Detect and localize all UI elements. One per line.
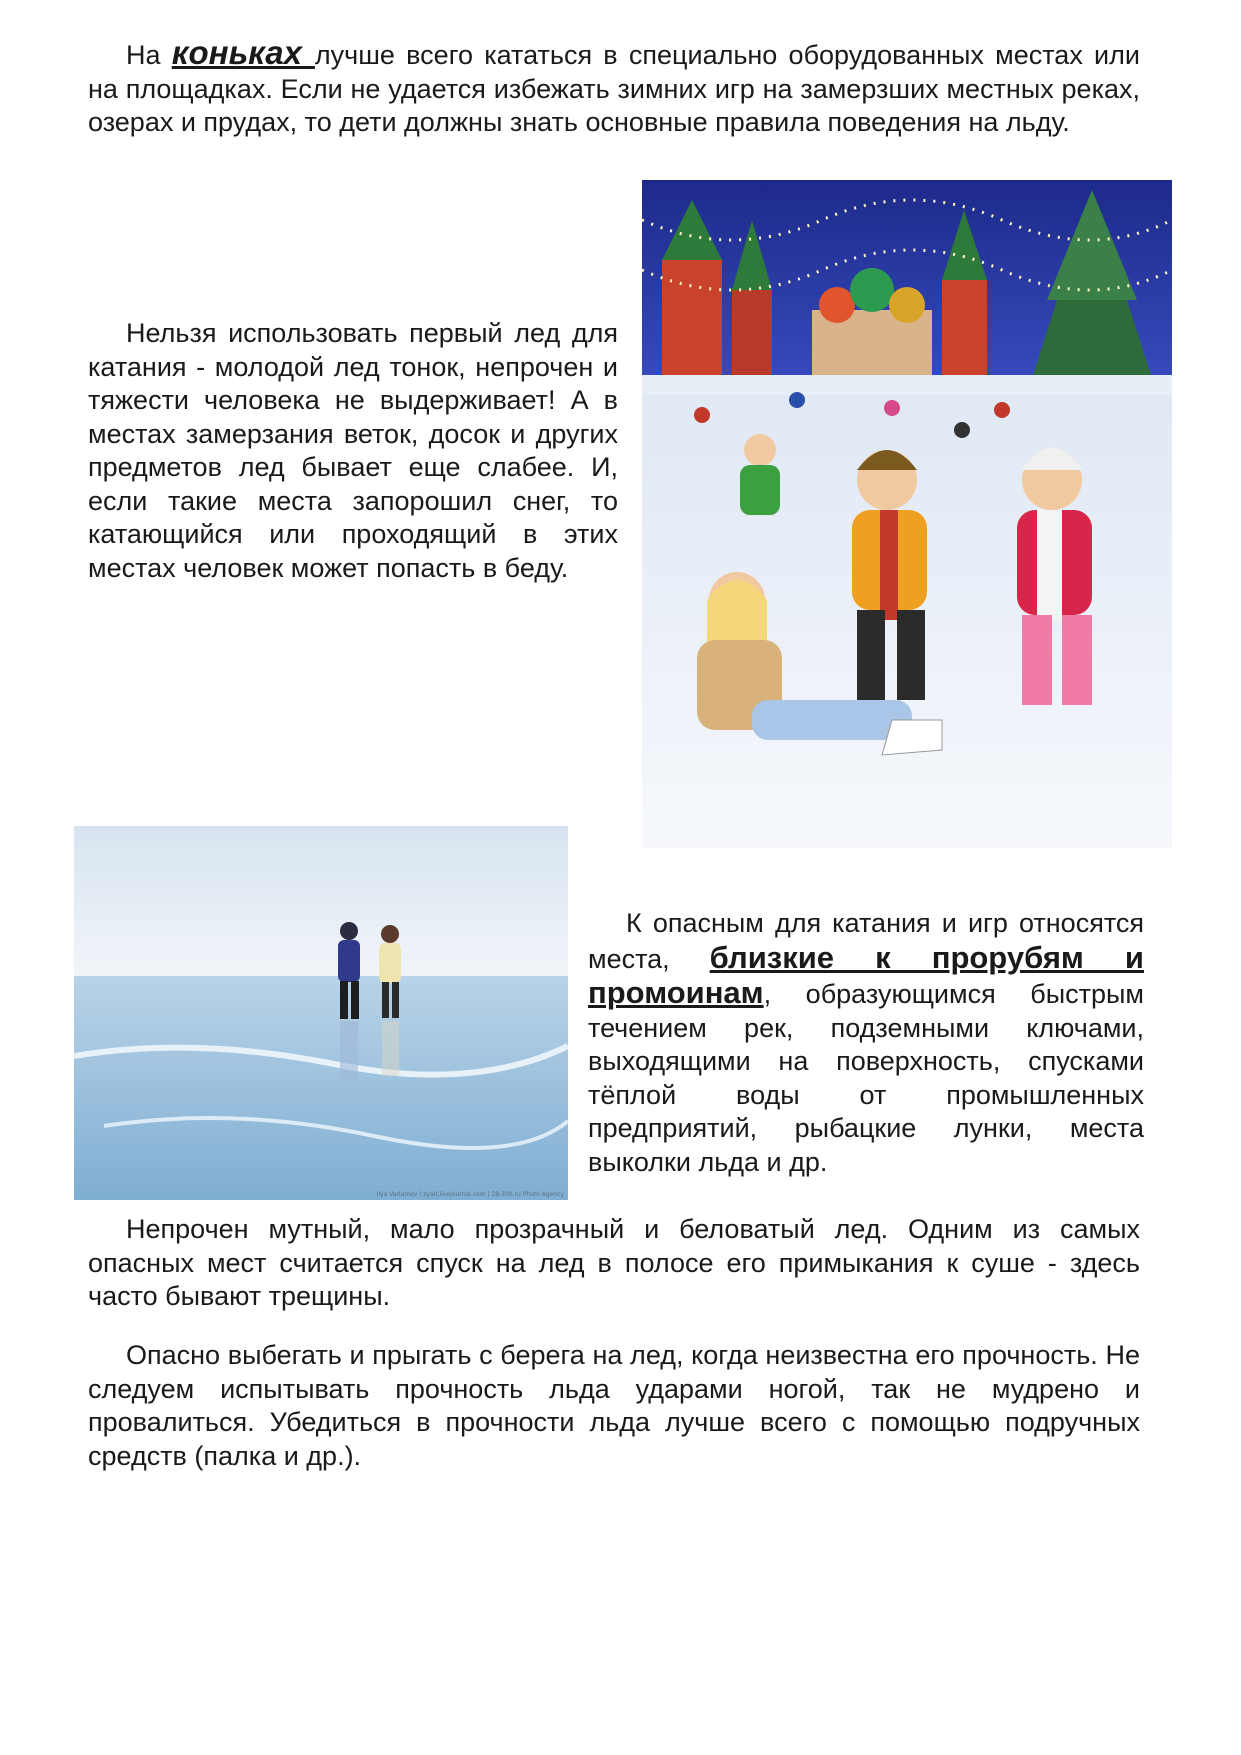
shore-jumping-text: Опасно выбегать и прыгать с берега на лед, когда неизвестна его прочность. Не следуем испытывать прочность льда ударами ногой, так не мудрено и провалиться. Убедиться в прочности льда лучше всего с помощью подручных средств (палка и др.). — [88, 1340, 1140, 1471]
paragraph-intro — [88, 36, 1140, 140]
paragraph-shore-jumping — [88, 1339, 1140, 1473]
frozen-lake-photo — [74, 826, 568, 1200]
first-ice-text: Нельзя использовать первый лед для катания - молодой лед тонок, непрочен и тяжести человека не выдерживает! А в местах замерзания веток, досок и других предметов лед бывает еще слабее. И, если такие места запорошил снег, то катающийся или проходящий в этих местах человек может попасть в беду. — [88, 318, 618, 583]
paragraph-dangerous-places — [588, 907, 1144, 1179]
paragraph-cloudy-ice — [88, 1213, 1140, 1314]
photo-credit: Ilya Varlamov | zyalt.livejournal.com | 28-300.ru Photo Agency — [376, 1191, 564, 1198]
cloudy-ice-text: Непрочен мутный, мало прозрачный и беловатый лед. Одним из самых опасных мест считается спуск на лед в полосе его примыкания к суше - здесь часто бывают трещины. — [88, 1214, 1140, 1311]
paragraph-first-ice — [88, 317, 618, 585]
skating-rink-illustration — [642, 180, 1172, 848]
intro-before: На — [126, 40, 172, 70]
dangerous-before: К опасным для катания и игр относятся места, — [588, 908, 1144, 974]
dangerous-emphasis: близкие к прорубям и промоинам — [588, 939, 1144, 1010]
dangerous-after: , образующимся быстрым течением рек, подземными ключами, выходящими на поверхность, спусками тёплой воды от промышленных предприятий, рыбацкие лунки, места выколки льда и др. — [588, 979, 1144, 1177]
intro-emphasis: коньках — [171, 34, 315, 71]
intro-after: лучше всего кататься в специально оборудованных местах или на площадках. Если не удается избежать зимних игр на замерзших местных реках, озерах и прудах, то дети должны знать основные правила поведения на льду. — [88, 40, 1140, 137]
